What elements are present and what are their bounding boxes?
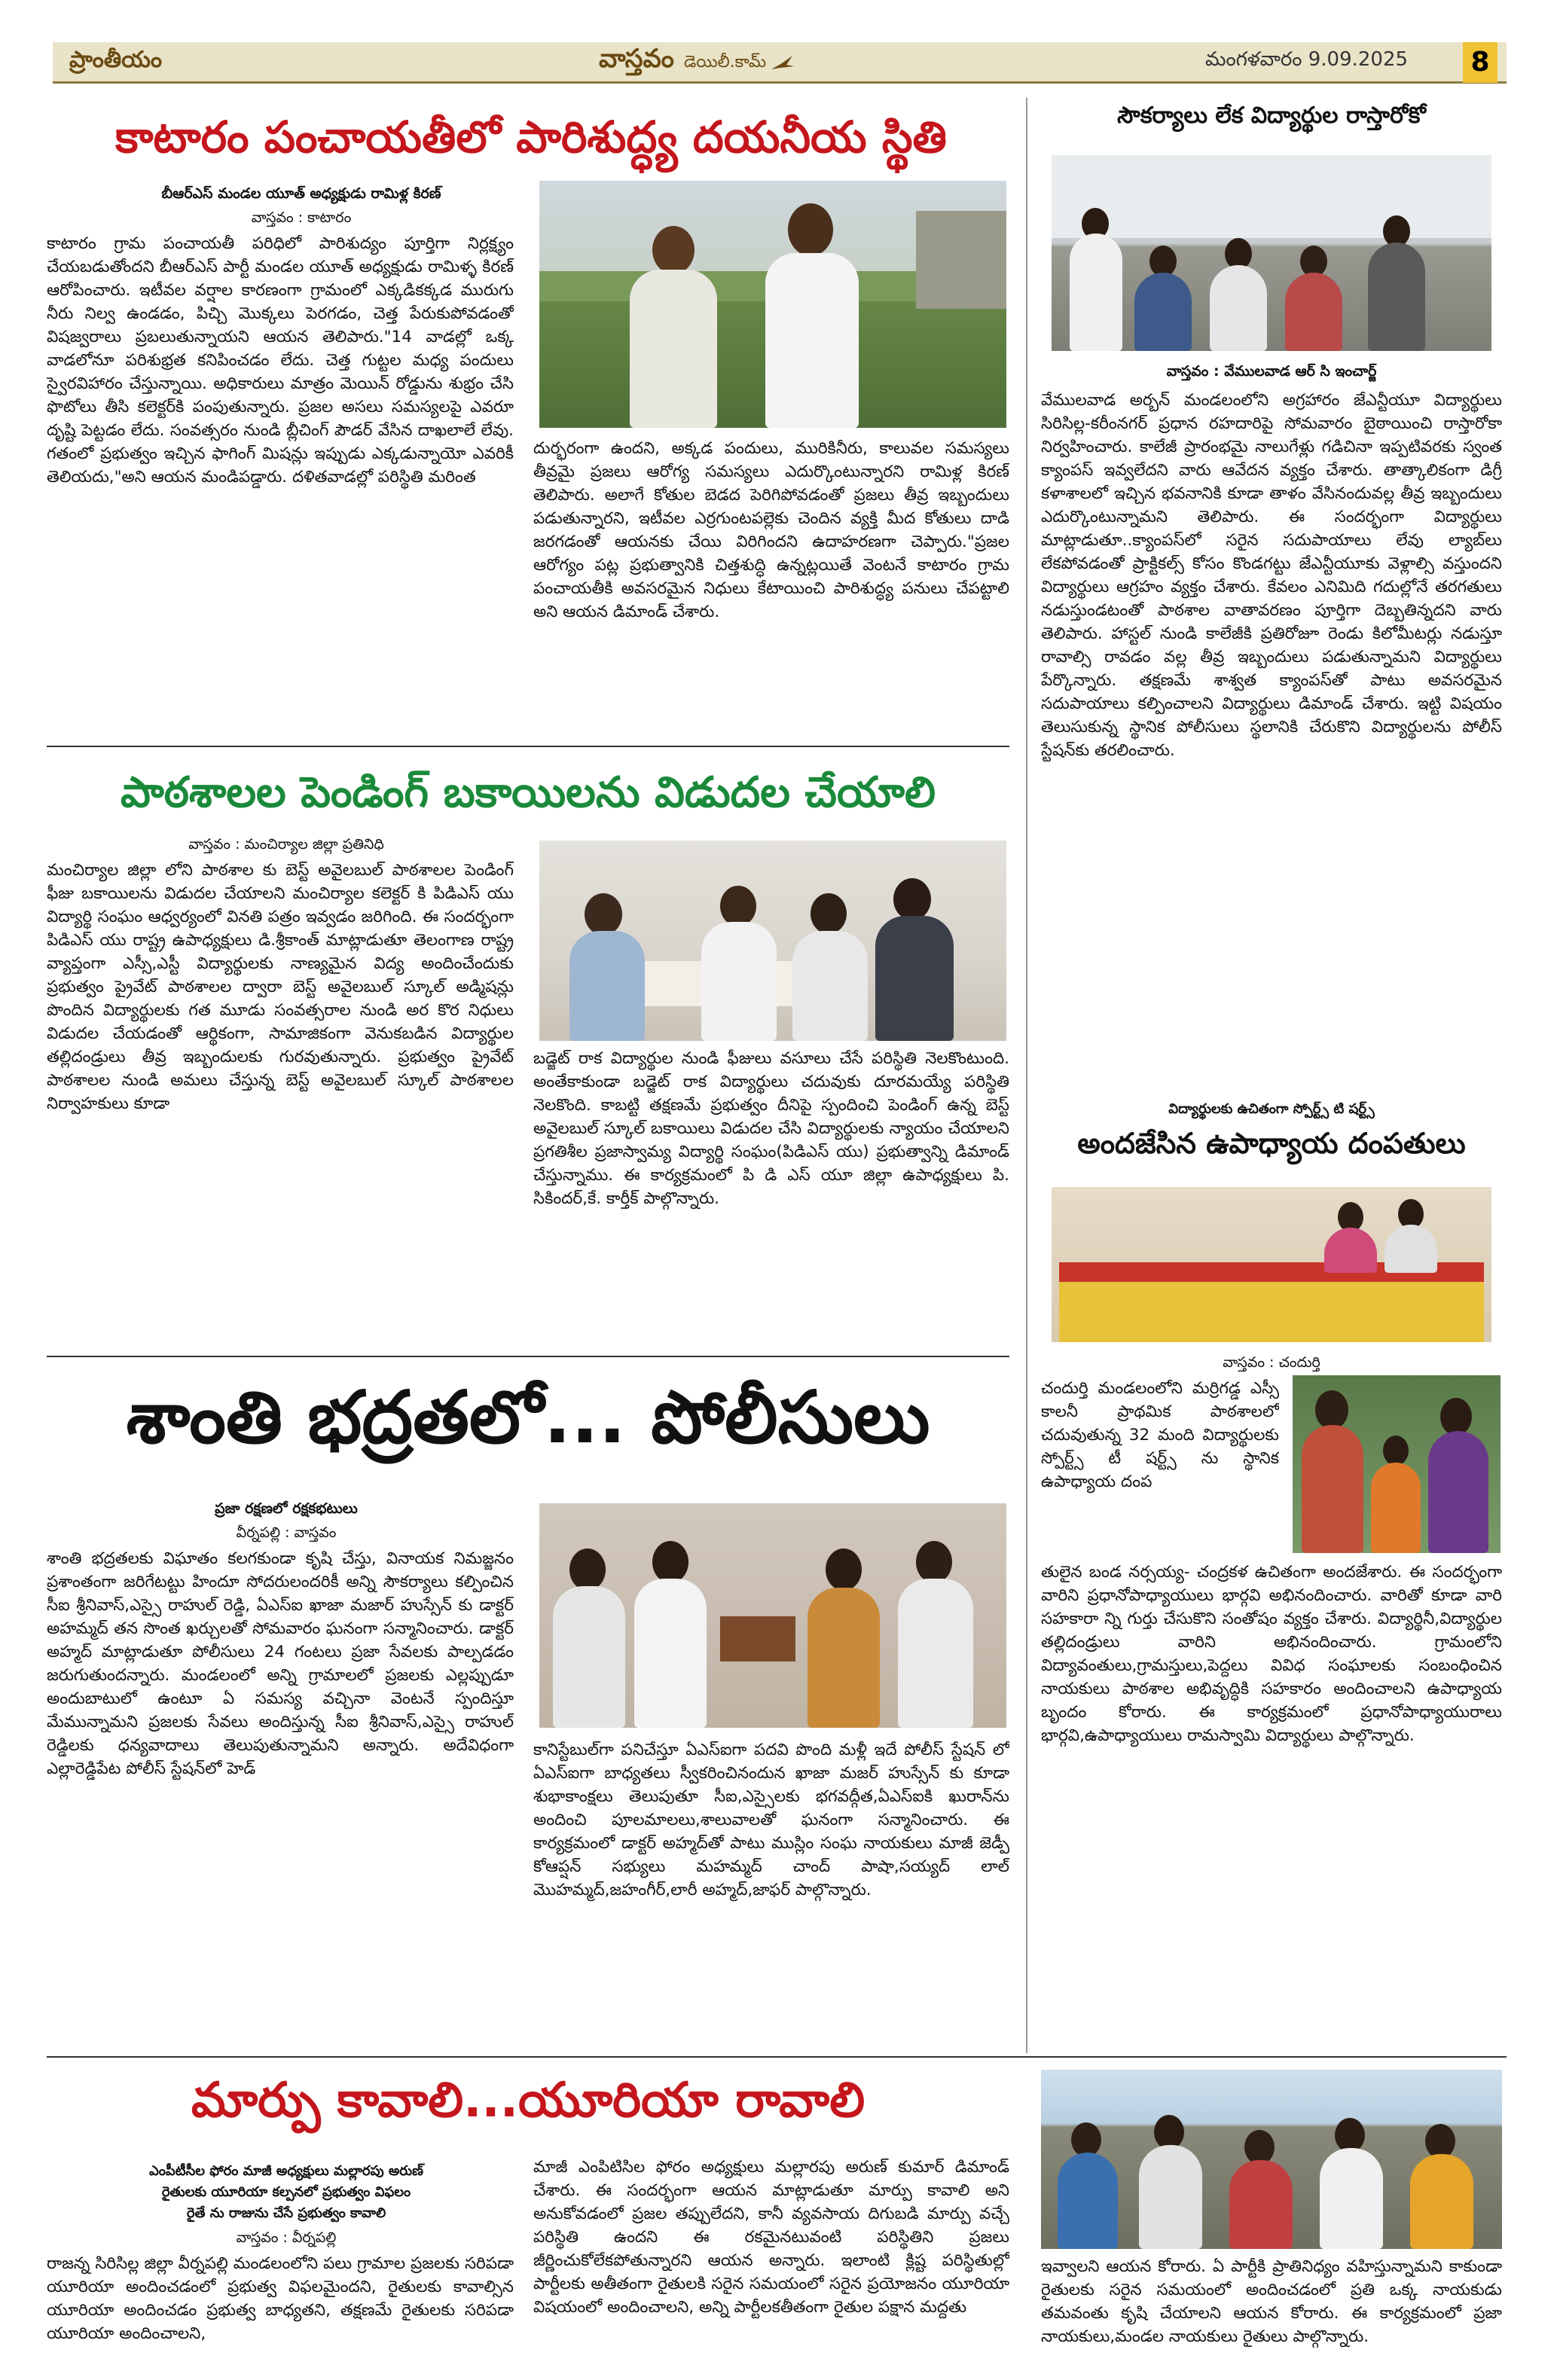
paper-suffix: డెయిలీ.కామ్ <box>683 53 767 72</box>
story6-body-bottom: తులైన బండ నర్సయ్య- చంద్రకళ ఉచితంగా అందజేశారు. ఈ సందర్భంగా వారిని ప్రధానోపాధ్యాయులు భార్గవి అభినందించారు. వారితో కూడా వారి సహకారా న్ని గుర్తు చేసుకొని సంతోషం వ్యక్తం చేశారు. విద్యార్థినీ,విద్యార్థుల తల్లిదండ్రులు వారిని అభినందించారు. గ్రామంలోని విద్యావంతులు,గ్రామస్తులు,పెద్దలు వివిధ సంఘాలకు సంబంధించిన నాయకులు పాఠశాల అభివృద్ధికి సహకారం అందించాలని ఉపాధ్యాయ బృందం కోరారు. ఈ కార్యక్రమంలో ప్రధానోపాధ్యాయురాలు భార్గవి,ఉపాధ్యాయులు రామస్వామి విద్యార్థులు పాల్గొన్నారు. <box>1041 1563 1502 1745</box>
story2-headline: పాఠశాలల పెండింగ్ బకాయిలను విడుదల చేయాలి <box>120 768 936 817</box>
story4-subhead-1: ఎంపీటీసీల ఫోరం మాజీ అధ్యక్షులు మల్లారపు అరుణ్ <box>149 2163 423 2179</box>
divider <box>47 746 1009 747</box>
story6-body-top: చందుర్తి మండలంలోని మర్రిగడ్డ ఎస్సీ కాలనీ ప్రాథమిక పాఠశాలలో చదువుతున్న 32 మంది విద్యార్థులకు స్పోర్ట్స్ టీ షర్ట్స్ ను స్థానిక ఉపాధ్యాయ దంప <box>1041 1379 1279 1491</box>
story6-inset-photo <box>1293 1375 1501 1553</box>
divider <box>47 2056 1507 2058</box>
story2-photo <box>539 841 1006 1041</box>
paper-name-text: వాస్తవం <box>599 44 674 74</box>
story5-body: వేములవాడ అర్బన్ మండలంలోని అగ్రహారం జేఎన్టీయూ విద్యార్థులు సిరిసిల్ల-కరీంనగర్ ప్రధాన రహదారిపై సోమవారం బైఠాయించి రాస్తారోకా నిర్వహించారు. కాలేజీ ప్రారంభమై నాలుగేళ్లు గడిచినా ఇప్పటివరకు స్వంత క్యాంపస్ ఇవ్వలేదని వారు ఆవేదన వ్యక్తం చేశారు. తాత్కాలికంగా డిగ్రీ కళాశాలలో ఇచ్చిన భవనానికి కూడా తాళం వేసినందువల్ల తీవ్ర ఇబ్బందులు ఎదుర్కొంటున్నామని తెలిపారు. ఈ సందర్భంగా విద్యార్థులు మాట్లాడుతూ..క్యాంపస్‌లో సరైన సదుపాయాలు లేవు ల్యాబ్‌లు లేకపోవడంతో ప్రాక్టికల్స్ కోసం కొండగట్టు జేఎన్టీయూకు వెళ్లాల్సి వస్తుందని విద్యార్థులు ఆగ్రహం వ్యక్తం చేశారు. కేవలం ఎనిమిది గదుల్లోనే తరగతులు నడుస్తుండటంతో పాఠశాల వాతావరణం పూర్తిగా దెబ్బతిన్నదని వారు తెలిపారు. హాస్టల్ నుండి కాలేజీకి ప్రతిరోజూ రెండు కిలోమీటర్లు నడుస్తూ రావాల్సి రావడం వల్ల తీవ్ర ఇబ్బందులు పడుతున్నామని విద్యార్థులు పేర్కొన్నారు. తక్షణమే శాశ్వత క్యాంపస్‌తో పాటు అవసరమైన సదుపాయాలు కల్పించాలని విద్యార్థులు డిమాండ్ చేశారు. ఇట్టి విషయం తెలుసుకున్న స్థానిక పోలీసులు స్థలానికి చేరుకొని విద్యార్థులను పోలీస్ స్టేషన్‌కు తరలించారు. <box>1041 391 1502 760</box>
story5-dateline: వాస్తవం : వేములవాడ ఆర్ సి ఇంచార్జ్ <box>1166 363 1377 380</box>
story1-col2: దుర్భరంగా ఉందని, అక్కడ పందులు, మురికినీరు, కాలువల సమస్యలు తీవ్రమై ప్రజలు ఆరోగ్య సమస్యలు ఎదుర్కొంటున్నారని రామిళ్ల కిరణ్ తెలిపారు. అలాగే కోతుల బెడద పెరిగిపోవడంతో ప్రజలు తీవ్ర ఇబ్బందులు పడుతున్నారని, ఇటీవల ఎర్రగుంటపల్లెకు చెందిన వ్యక్తి మీద కోతులు దాడి జరగడంతో ఆయనకు చేయి విరిగిందని ఉదాహరణగా చెప్పారు."ప్రజల ఆరోగ్యం పట్ల ప్రభుత్వానికి చిత్తశుద్ధి ఉన్నట్లయితే వెంటనే కాటారం గ్రామ పంచాయతీకి అవసరమైన నిధులు కేటాయించి పారిశుద్ధ్య పనులు చేపట్టాలి అని ఆయన డిమాండ్ చేశారు. <box>533 439 1009 621</box>
story5-photo <box>1052 155 1491 351</box>
paper-name <box>599 44 795 80</box>
story4-subhead-3: రైతే ను రాజును చేసే ప్రభుత్వం కావాలి <box>186 2205 386 2221</box>
story6-dateline: వాస్తవం : చందుర్తి <box>1223 1354 1320 1371</box>
story4-headline: మార్పు కావాలి...యూరియా రావాలి <box>191 2073 866 2128</box>
story4-dateline: వాస్తవం : వీర్నపల్లి <box>236 2229 337 2246</box>
bird-logo-icon <box>770 54 795 74</box>
story6-headline: అందజేసిన ఉపాధ్యాయ దంపతులు <box>1077 1127 1466 1160</box>
story3-dateline: వీర్నపల్లి : వాస్తవం <box>236 1524 337 1541</box>
story4-col2: మాజీ ఎంపిటిసిల ఫోరం అధ్యక్షులు మల్లారపు అరుణ్ కుమార్ డిమాండ్ చేశారు. ఈ సందర్భంగా ఆయన మాట్లాడుతూ మార్పు కావాలి అని అనుకోవడంలో ప్రజల తప్పులేదని, కానీ వ్యవసాయ దిగుబడి మార్పు వచ్చే పరిస్థితి ఉందని ఈ రకమైనటువంటి పరిస్థితిని ప్రజలు జీర్ణించుకోలేకపోతున్నారని ఆయన అన్నారు. ఇలాంటి క్లిష్ట పరిస్థితుల్లో పార్టీలకు అతీతంగా రైతులకి సరైన సమయంలో సరైన ప్రయోజనం యూరియా విషయంలో అందించాలని, అన్ని పార్టీలకతీతంగా రైతుల పక్షాన మద్దతు <box>533 2158 1009 2317</box>
story1-subhead: బీఆర్ఎస్ మండల యూత్ అధ్యక్షుడు రామిళ్ల కిరణ్ <box>161 185 441 202</box>
story3-headline: శాంతి భద్రతలో... పోలీసులు <box>126 1375 930 1460</box>
story3-photo <box>539 1503 1006 1728</box>
story2-col2: బడ్జెట్ రాక విద్యార్థుల నుండి ఫీజులు వసూలు చేసే పరిస్థితి నెలకొంటుంది. అంతేకాకుండా బడ్జెట్ రాక విద్యార్థులు చదువుకు దూరమయ్యే పరిస్థితి నెలకొంది. కాబట్టి తక్షణమే ప్రభుత్వం దీనిపై స్పందించి పెండింగ్ ఉన్న బెస్ట్ అవైలబుల్ స్కూల్ బకాయిలు విడుదల చేసి విద్యార్థులకు న్యాయం చేయాలని ప్రగతిశీల ప్రజాస్వామ్య విద్యార్థి సంఘం(పిడిఎస్ యు) ప్రభుత్వాన్ని డిమాండ్ చేస్తున్నాము. ఈ కార్యక్రమంలో పి డి ఎస్ యూ జిల్లా ఉపాధ్యక్షులు పి. సికిందర్,కే. కార్తీక్ పాల్గొన్నారు. <box>533 1049 1009 1208</box>
story1-dateline: వాస్తవం : కాటారం <box>251 209 352 226</box>
story3-col2: కానిస్టేబుల్‌గా పనిచేస్తూ ఏఎస్ఐగా పదవి పొంది మళ్లీ ఇదే పోలీస్ స్టేషన్ లో ఏఎస్ఐగా బాధ్యతలు స్వీకరించినందున ఖాజా మజర్ హుస్సేన్ కు కూడా శుభాకాంక్షలు తెలుపుతూ సీఐ,ఎస్సైలకు భగవద్గీత,ఏఎస్ఐకి ఖురాన్‌ను అందించి పూలమాలలు,శాలువాలతో ఘనంగా సన్మానించారు. ఈ కార్యక్రమంలో డాక్టర్ అహ్మద్‌తో పాటు ముస్లిం సంఘ నాయకులు మాజీ జెడ్పీ కోఆప్షన్ సభ్యులు మహమ్మద్ చాంద్ పాషా,సయ్యద్ లాల్ మొహమ్మద్,జహంగీర్,లారీ అహ్మద్,జాఫర్ పాల్గొన్నారు. <box>533 1741 1009 1899</box>
story1-headline: కాటారం పంచాయతీలో పారిశుద్ధ్య దయనీయ స్థితి <box>115 111 947 163</box>
story4-col1: రాజన్న సిరిసిల్ల జిల్లా వీర్నపల్లి మండలంలోని పలు గ్రామాల ప్రజలకు సరిపడా యూరియా అందించడంలో ప్రభుత్వ విఫలమైందని, రైతులకు కావాల్సిన యూరియా అందించడం ప్రభుత్వ బాధ్యతని, తక్షణమే రైతులకు సరిపడా యూరియా అందించాలని, <box>47 2254 514 2343</box>
story1-col1: కాటారం గ్రామ పంచాయతీ పరిధిలో పారిశుద్యం పూర్తిగా నిర్లక్ష్యం చేయబడుతోందని బీఆర్ఎస్ పార్టీ మండల యూత్ అధ్యక్షుడు రామిళ్ళ కిరణ్ ఆరోపించారు. ఇటీవల వర్షాల కారణంగా గ్రామంలో ఎక్కడికక్కడ మురుగు నీరు నిల్వ ఉండడం, పిచ్చి మొక్కలు పెరగడం, చెత్త పేరుకుపోవడంతో విషజ్వరాలు ప్రబలుతున్నాయని ఆయన తెలిపారు."14 వాడల్లో ఒక్క వాడలోనూ పరిశుభ్రత కనిపించడం లేదు. చెత్త గుట్టల మధ్య పందులు స్వైరవిహారం చేస్తున్నాయి. అధికారులు మాత్రం మెయిన్ రోడ్డును శుభ్రం చేసి ఫొటోలు తీసి కలెక్టర్‌కి పంపుతున్నారు. ప్రజల అసలు సమస్యలపై ఎవరూ దృష్టి పెట్టడం లేదు. సంవత్సరం నుండి బ్లీచింగ్ పౌడర్ వేసిన దాఖలాలే లేవు. గతంలో ప్రభుత్వం ఇచ్చిన ఫాగింగ్ మిషన్లు ఇప్పుడు ఎక్కడున్నాయో ఎవరికీ తెలియదు,"అని ఆయన మండిపడ్డారు. దళితవాడల్లో పరిస్థితి మరింత <box>47 234 514 487</box>
story2-col1: మంచిర్యాల జిల్లా లోని పాఠశాల కు బెస్ట్ అవైలబుల్ పాఠశాలల పెండింగ్ ఫీజు బకాయిలను విడుదల చేయాలని మంచిర్యాల కలెక్టర్ కి పిడిఎస్ యు విద్యార్థి సంఘం ఆధ్వర్యంలో వినతి పత్రం ఇవ్వడం జరిగింది. ఈ సందర్భంగా పిడిఎస్ యు రాష్ట్ర ఉపాధ్యక్షులు డి.శ్రీకాంత్ మాట్లాడుతూ తెలంగాణ రాష్ట్ర వ్యాప్తంగా ఎస్సీ,ఎస్టీ విద్యార్థులకు నాణ్యమైన విద్య అందించేందుకు ప్రభుత్వం ప్రైవేట్ పాఠశాలల ద్వారా బెస్ట్ అవైలబుల్ స్కూల్ అడ్మిషన్లు పొందిన విద్యార్థులకు గత మూడు సంవత్సరాల నుండి అర కొర నిధులు విడుదల చేయడంతో ఆర్థికంగా, సామాజికంగా వెనుకబడిన విద్యార్థుల తల్లిదండ్రులు తీవ్ర ఇబ్బందులకు గురవుతున్నారు. ప్రభుత్వం ప్రైవేట్ పాఠశాలల నుండి అమలు చేస్తున్న బెస్ట్ అవైలబుల్ స్కూల్ పాఠశాలల నిర్వాహకులు కూడా <box>47 861 514 1113</box>
date-label: మంగళవారం 9.09.2025 <box>1205 48 1409 71</box>
story5-headline: సౌకర్యాలు లేక విద్యార్థుల రాస్తారోకో <box>1117 102 1426 129</box>
story3-subhead: ప్రజా రక్షణలో రక్షకభటులు <box>215 1500 358 1517</box>
story4-col3: ఇవ్వాలని ఆయన కోరారు. ఏ పార్టీకి ప్రాతినిధ్యం వహిస్తున్నామని కాకుండా రైతులకు సరైన సమయంలో అందించడంలో ప్రతి ఒక్క నాయకుడు తమవంతు కృషి చేయాలని ఆయన కోరారు. ఈ కార్యక్రమంలో ప్రజా నాయకులు,మండల నాయకులు రైతులు పాల్గొన్నారు. <box>1041 2257 1502 2346</box>
story2-dateline: వాస్తవం : మంచిర్యాల జిల్లా ప్రతినిధి <box>188 836 384 853</box>
story4-subhead-2: రైతులకు యూరియా కల్పనలో ప్రభుత్వం విఫలం <box>161 2184 411 2200</box>
story6-photo <box>1052 1187 1491 1342</box>
section-label: ప్రాంతీయం <box>69 47 163 73</box>
column-divider <box>1026 98 1027 2053</box>
story4-photo <box>1041 2070 1502 2249</box>
page-number: 8 <box>1463 42 1497 83</box>
story6-kicker: విద్యార్థులకు ఉచితంగా స్పోర్ట్స్ టి షర్ట్స్ <box>1168 1101 1375 1117</box>
story3-col1: శాంతి భద్రతలకు విఘాతం కలగకుండా కృషి చేస్తు, వినాయక నిమజ్జనం ప్రశాంతంగా జరిగేటట్టు హిందూ సోదరులందరికీ అన్ని సౌకర్యాలు కల్పించిన సీఐ శ్రీనివాస్,ఎస్సై రాహుల్ రెడ్డి, ఏఎస్ఐ ఖాజా మజార్ హుస్సేన్ కు డాక్టర్ అహమ్మద్ తన సొంత ఖర్చులతో సోమవారం ఘనంగా సన్మానించారు. డాక్టర్ అహ్మద్ మాట్లాడుతూ పోలీసులు 24 గంటలు ప్రజా సేవలకు పాల్పడడం జరుగుతుందన్నారు. మండలంలో అన్ని గ్రామాలలో ప్రజలకు ఎల్లప్పుడూ అందుబాటులో ఉంటూ ఏ సమస్య వచ్చినా వెంటనే స్పందిస్తూ మేమున్నామని ప్రజలకు సేవలు అందిస్తున్న సీఐ శ్రీనివాస్,ఎస్సై రాహుల్ రెడ్డిలకు ధన్యవాదాలు తెలుపుతున్నామని అన్నారు. అదేవిధంగా ఎల్లారెడ్డిపేట పోలీస్ స్టేషన్‌లో హెడ్ <box>47 1549 514 1778</box>
divider <box>47 1356 1009 1357</box>
story1-photo <box>539 181 1006 428</box>
